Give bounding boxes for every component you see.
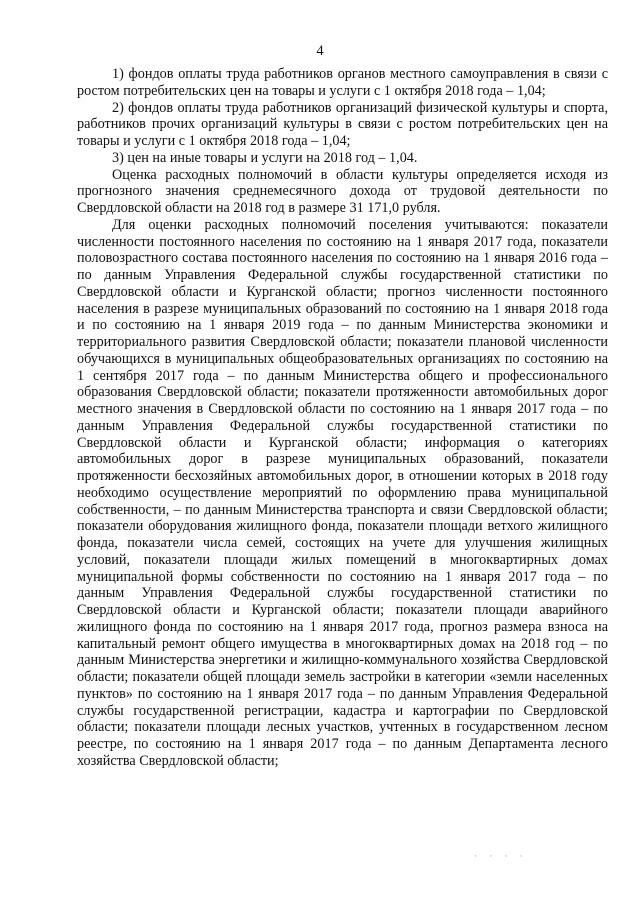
paragraph-settlement-assessment: Для оценки расходных полномочий поселения учитываются: показатели численности постоянного населения по состоянию на 1 января 2017 года, показатели половозрастного состава постоянного населения по состоянию на 1 января 2016 года – по данным Управления Федеральной службы государственной статистики по Свердловской области и Курганской области; прогноз численности постоянного населения в разрезе муниципальных образований по состоянию на 1 января 2018 года и по состоянию на 1 января 2019 года – по данным Министерства экономики и территориального развития Свердловской области; показатели плановой численности обучающихся в муниципальных общеобразовательных организациях по состоянию на 1 сентября 2017 года – по данным Министерства общего и профессионального образования Свердловской области; показатели протяженности автомобильных дорог местного значения в Свердловской области по состоянию на 1 января 2017 года – по данным Управления Федеральной службы государственной статистики по Свердловской области и Курганской области; информация о категориях автомобильных дорог в разрезе муниципальных образований, показатели протяженности бесхозяйных автомобильных дорог, в отношении которых в 2018 году необходимо осуществление мероприятий по оформлению права муниципальной собственности, – по данным Министерства транспорта и связи Свердловской области; показатели оборудования жилищного фонда, показатели площади ветхого жилищного фонда, показатели числа семей, состоящих на учете для улучшения жилищных условий, показатели площади жилых помещений в многоквартирных домах муниципальной формы собственности по состоянию на 1 января 2017 года – по данным Управления Федеральной службы государственной статистики по Свердловской области и Курганской области; показатели площади аварийного жилищного фонда по состоянию на 1 января 2017 года, прогноз размера взноса на капитальный ремонт общего имущества в многоквартирных домах на 2018 год – по данным Министерства энергетики и жилищно-коммунального хозяйства Свердловской области; показатели общей площади земель застройки в категории «земли населенных пунктов» по состоянию на 1 января 2017 года – по данным Управления Федеральной службы государственной регистрации, кадастра и картографии по Свердловской области; показатели площади лесных участков, учтенных в государственном лесном реестре, по состоянию на 1 января 2017 года – по данным Департамента лесного хозяйства Свердловской области;: [77, 216, 608, 769]
paragraph-culture-assessment: Оценка расходных полномочий в области культуры определяется исходя из прогнозного значения среднемесячного дохода от трудовой деятельности по Свердловской области на 2018 год в размере 31 171,0 рубля.: [77, 166, 608, 216]
paragraph-item-2: 2) фондов оплаты труда работников организаций физической культуры и спорта, работников прочих организаций культуры в связи с ростом потребительских цен на товары и услуги с 1 октября 2018 года – 1,04;: [77, 99, 608, 149]
paragraph-item-1: 1) фондов оплаты труда работников органов местного самоуправления в связи с ростом потребительских цен на товары и услуги с 1 октября 2018 года – 1,04;: [77, 66, 608, 99]
document-body: [77, 66, 608, 770]
paragraph-item-3: 3) цен на иные товары и услуги на 2018 год – 1,04.: [112, 149, 418, 166]
page-number: 4: [316, 43, 324, 59]
scan-artifact: · · · ·: [474, 851, 528, 861]
